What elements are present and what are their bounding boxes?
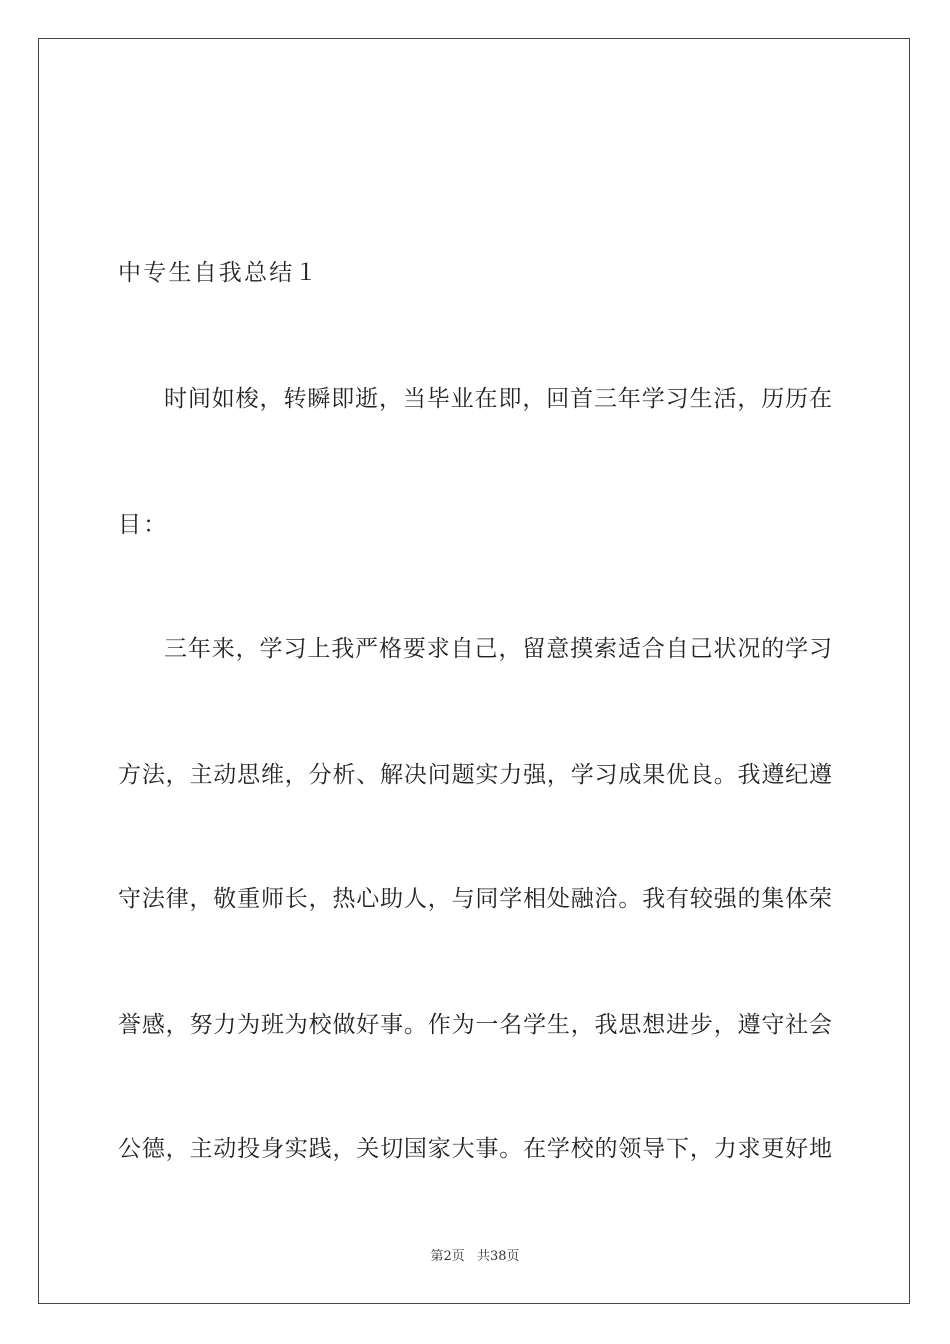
page-border [38,38,910,1304]
paragraph-line: 时间如梭，转瞬即逝，当毕业在即，回首三年学习生活，历历在 [164,386,832,412]
page-footer [0,1245,950,1264]
paragraph-line: 方法，主动思维，分析、解决问题实力强，学习成果优良。我遵纪遵 [118,762,832,788]
paragraph-line: 目： [118,512,169,538]
page-total: 共38页 [476,1249,520,1264]
page-number: 第2页 [430,1249,465,1264]
paragraph-line: 公德，主动投身实践，关切国家大事。在学校的领导下，力求更好地 [118,1136,832,1162]
document-title: 中专生自我总结１ [118,260,320,286]
paragraph-line: 守法律，敬重师长，热心助人，与同学相处融洽。我有较强的集体荣 [118,886,832,912]
paragraph-line: 三年来，学习上我严格要求自己，留意摸索适合自己状况的学习 [164,636,832,662]
paragraph-line: 誉感，努力为班为校做好事。作为一名学生，我思想进步，遵守社会 [118,1012,832,1038]
